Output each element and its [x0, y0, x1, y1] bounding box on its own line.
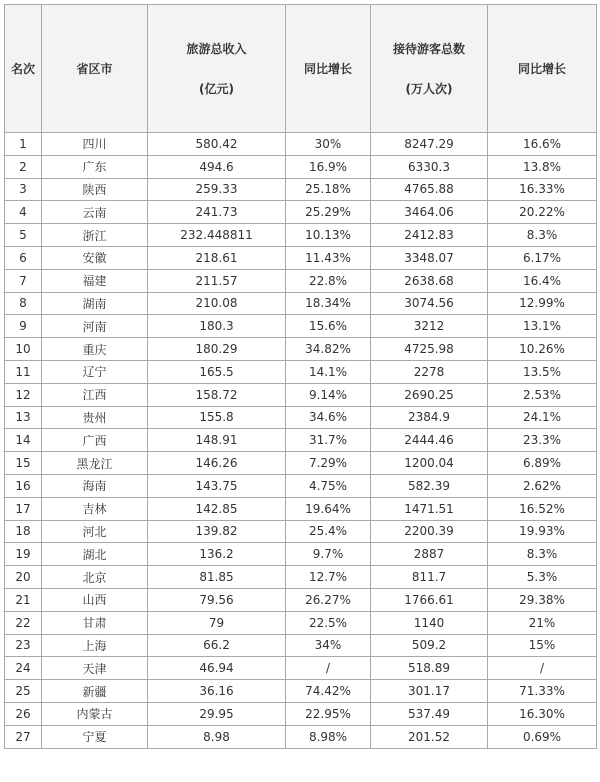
cell-visitors: 1200.04 — [371, 452, 488, 475]
cell-visitors-growth: 23.3% — [488, 429, 597, 452]
cell-visitors: 509.2 — [371, 634, 488, 657]
cell-visitors: 6330.3 — [371, 155, 488, 178]
cell-visitors-growth: 29.38% — [488, 588, 597, 611]
table-row — [5, 315, 597, 338]
cell-rank: 14 — [5, 429, 42, 452]
cell-income-growth: 30% — [286, 133, 371, 156]
cell-rank: 18 — [5, 520, 42, 543]
cell-income-growth: 10.13% — [286, 224, 371, 247]
cell-income: 494.6 — [148, 155, 286, 178]
table-row — [5, 429, 597, 452]
cell-income: 79 — [148, 611, 286, 634]
cell-income: 218.61 — [148, 246, 286, 269]
table-row — [5, 588, 597, 611]
cell-province: 贵州 — [42, 406, 148, 429]
table-row — [5, 452, 597, 475]
cell-province: 海南 — [42, 474, 148, 497]
cell-rank: 16 — [5, 474, 42, 497]
cell-visitors-growth: 6.89% — [488, 452, 597, 475]
cell-rank: 9 — [5, 315, 42, 338]
header-visitors-unit: (万人次) — [405, 81, 453, 96]
cell-income: 46.94 — [148, 657, 286, 680]
cell-income: 155.8 — [148, 406, 286, 429]
header-visitors — [371, 5, 488, 133]
cell-rank: 19 — [5, 543, 42, 566]
cell-visitors: 301.17 — [371, 680, 488, 703]
cell-province: 上海 — [42, 634, 148, 657]
table-container — [4, 4, 597, 749]
header-income-title: 旅游总收入 — [186, 41, 247, 56]
cell-rank: 20 — [5, 566, 42, 589]
table-body — [5, 133, 597, 749]
cell-province: 吉林 — [42, 497, 148, 520]
cell-visitors: 2200.39 — [371, 520, 488, 543]
cell-visitors: 3464.06 — [371, 201, 488, 224]
cell-visitors: 1766.61 — [371, 588, 488, 611]
cell-visitors: 582.39 — [371, 474, 488, 497]
cell-rank: 2 — [5, 155, 42, 178]
table-row — [5, 725, 597, 748]
cell-visitors-growth: 2.62% — [488, 474, 597, 497]
cell-income-growth: 18.34% — [286, 292, 371, 315]
cell-rank: 15 — [5, 452, 42, 475]
cell-income-growth: 4.75% — [286, 474, 371, 497]
cell-province: 陕西 — [42, 178, 148, 201]
cell-visitors-growth: 16.6% — [488, 133, 597, 156]
table-row — [5, 292, 597, 315]
cell-income-growth: 22.95% — [286, 702, 371, 725]
cell-province: 湖南 — [42, 292, 148, 315]
cell-income: 146.26 — [148, 452, 286, 475]
cell-rank: 27 — [5, 725, 42, 748]
table-row — [5, 611, 597, 634]
cell-visitors-growth: 71.33% — [488, 680, 597, 703]
table-row — [5, 474, 597, 497]
cell-visitors-growth: 16.4% — [488, 269, 597, 292]
cell-visitors-growth: 15% — [488, 634, 597, 657]
cell-income-growth: 9.7% — [286, 543, 371, 566]
cell-income-growth: 15.6% — [286, 315, 371, 338]
header-income — [148, 5, 286, 133]
table-row — [5, 406, 597, 429]
cell-income: 232.448811 — [148, 224, 286, 247]
cell-income-growth: 74.42% — [286, 680, 371, 703]
cell-income-growth: 26.27% — [286, 588, 371, 611]
cell-income: 79.56 — [148, 588, 286, 611]
cell-visitors: 2444.46 — [371, 429, 488, 452]
table-row — [5, 680, 597, 703]
cell-income: 241.73 — [148, 201, 286, 224]
cell-income: 165.5 — [148, 360, 286, 383]
table-row — [5, 155, 597, 178]
cell-income: 36.16 — [148, 680, 286, 703]
cell-province: 内蒙古 — [42, 702, 148, 725]
table-row — [5, 246, 597, 269]
cell-province: 福建 — [42, 269, 148, 292]
table-row — [5, 201, 597, 224]
header-province: 省区市 — [42, 5, 148, 133]
cell-province: 浙江 — [42, 224, 148, 247]
cell-visitors: 518.89 — [371, 657, 488, 680]
cell-income-growth: 25.18% — [286, 178, 371, 201]
cell-income: 210.08 — [148, 292, 286, 315]
cell-rank: 26 — [5, 702, 42, 725]
cell-visitors: 2278 — [371, 360, 488, 383]
cell-income-growth: 34.6% — [286, 406, 371, 429]
cell-province: 新疆 — [42, 680, 148, 703]
cell-province: 江西 — [42, 383, 148, 406]
cell-income-growth: 19.64% — [286, 497, 371, 520]
cell-rank: 1 — [5, 133, 42, 156]
cell-income: 142.85 — [148, 497, 286, 520]
header-rank: 名次 — [5, 5, 42, 133]
table-row — [5, 657, 597, 680]
cell-income-growth: 25.29% — [286, 201, 371, 224]
cell-visitors-growth: 12.99% — [488, 292, 597, 315]
cell-visitors-growth: 8.3% — [488, 543, 597, 566]
cell-visitors: 8247.29 — [371, 133, 488, 156]
cell-income-growth: 34% — [286, 634, 371, 657]
cell-visitors: 3212 — [371, 315, 488, 338]
cell-province: 河北 — [42, 520, 148, 543]
cell-visitors-growth: 16.33% — [488, 178, 597, 201]
cell-rank: 8 — [5, 292, 42, 315]
table-row — [5, 338, 597, 361]
cell-visitors: 1471.51 — [371, 497, 488, 520]
cell-income-growth: 12.7% — [286, 566, 371, 589]
cell-province: 天津 — [42, 657, 148, 680]
cell-province: 安徽 — [42, 246, 148, 269]
table-row — [5, 702, 597, 725]
cell-income: 148.91 — [148, 429, 286, 452]
cell-visitors: 811.7 — [371, 566, 488, 589]
cell-income: 580.42 — [148, 133, 286, 156]
cell-income: 66.2 — [148, 634, 286, 657]
table-row — [5, 360, 597, 383]
cell-visitors-growth: 21% — [488, 611, 597, 634]
cell-visitors-growth: 24.1% — [488, 406, 597, 429]
cell-income: 158.72 — [148, 383, 286, 406]
cell-rank: 25 — [5, 680, 42, 703]
table-row — [5, 497, 597, 520]
cell-visitors: 4725.98 — [371, 338, 488, 361]
table-row — [5, 543, 597, 566]
cell-income-growth: 34.82% — [286, 338, 371, 361]
cell-province: 山西 — [42, 588, 148, 611]
cell-income: 139.82 — [148, 520, 286, 543]
cell-income-growth: 25.4% — [286, 520, 371, 543]
cell-province: 湖北 — [42, 543, 148, 566]
cell-visitors-growth: 8.3% — [488, 224, 597, 247]
cell-income-growth: 31.7% — [286, 429, 371, 452]
cell-income-growth: 16.9% — [286, 155, 371, 178]
table-row — [5, 224, 597, 247]
cell-visitors-growth: 6.17% — [488, 246, 597, 269]
cell-province: 甘肃 — [42, 611, 148, 634]
cell-income-growth: 8.98% — [286, 725, 371, 748]
cell-income: 29.95 — [148, 702, 286, 725]
cell-visitors-growth: 10.26% — [488, 338, 597, 361]
cell-province: 北京 — [42, 566, 148, 589]
table-row — [5, 178, 597, 201]
cell-visitors: 1140 — [371, 611, 488, 634]
cell-income-growth: 22.8% — [286, 269, 371, 292]
cell-province: 宁夏 — [42, 725, 148, 748]
cell-income: 81.85 — [148, 566, 286, 589]
cell-visitors-growth: 13.8% — [488, 155, 597, 178]
cell-visitors: 2638.68 — [371, 269, 488, 292]
cell-visitors: 3348.07 — [371, 246, 488, 269]
cell-province: 重庆 — [42, 338, 148, 361]
cell-province: 河南 — [42, 315, 148, 338]
cell-income: 136.2 — [148, 543, 286, 566]
cell-income-growth: / — [286, 657, 371, 680]
cell-rank: 4 — [5, 201, 42, 224]
header-income-growth: 同比增长 — [286, 5, 371, 133]
cell-rank: 6 — [5, 246, 42, 269]
tourism-ranking-table — [4, 4, 597, 749]
header-visitors-title: 接待游客总数 — [392, 41, 465, 56]
cell-rank: 17 — [5, 497, 42, 520]
cell-income: 180.3 — [148, 315, 286, 338]
cell-visitors-growth: / — [488, 657, 597, 680]
cell-visitors-growth: 5.3% — [488, 566, 597, 589]
cell-visitors-growth: 19.93% — [488, 520, 597, 543]
cell-visitors-growth: 13.1% — [488, 315, 597, 338]
cell-visitors: 2384.9 — [371, 406, 488, 429]
cell-income: 180.29 — [148, 338, 286, 361]
cell-rank: 21 — [5, 588, 42, 611]
cell-rank: 5 — [5, 224, 42, 247]
cell-rank: 10 — [5, 338, 42, 361]
header-visitors-growth: 同比增长 — [488, 5, 597, 133]
cell-province: 广东 — [42, 155, 148, 178]
cell-income-growth: 7.29% — [286, 452, 371, 475]
cell-rank: 24 — [5, 657, 42, 680]
cell-province: 黑龙江 — [42, 452, 148, 475]
cell-income-growth: 14.1% — [286, 360, 371, 383]
cell-rank: 3 — [5, 178, 42, 201]
cell-visitors: 3074.56 — [371, 292, 488, 315]
table-row — [5, 566, 597, 589]
cell-province: 辽宁 — [42, 360, 148, 383]
cell-rank: 12 — [5, 383, 42, 406]
cell-visitors-growth: 2.53% — [488, 383, 597, 406]
cell-visitors-growth: 0.69% — [488, 725, 597, 748]
header-income-unit: (亿元) — [199, 81, 234, 96]
cell-income-growth: 9.14% — [286, 383, 371, 406]
cell-visitors-growth: 13.5% — [488, 360, 597, 383]
cell-visitors-growth: 20.22% — [488, 201, 597, 224]
cell-visitors: 2690.25 — [371, 383, 488, 406]
table-row — [5, 383, 597, 406]
table-row — [5, 133, 597, 156]
cell-province: 云南 — [42, 201, 148, 224]
cell-rank: 23 — [5, 634, 42, 657]
cell-rank: 11 — [5, 360, 42, 383]
cell-rank: 7 — [5, 269, 42, 292]
cell-income: 143.75 — [148, 474, 286, 497]
table-row — [5, 520, 597, 543]
cell-visitors-growth: 16.30% — [488, 702, 597, 725]
cell-income-growth: 11.43% — [286, 246, 371, 269]
cell-visitors-growth: 16.52% — [488, 497, 597, 520]
cell-province: 广西 — [42, 429, 148, 452]
table-row — [5, 269, 597, 292]
cell-visitors: 537.49 — [371, 702, 488, 725]
cell-income-growth: 22.5% — [286, 611, 371, 634]
header-row — [5, 5, 597, 133]
cell-rank: 13 — [5, 406, 42, 429]
cell-rank: 22 — [5, 611, 42, 634]
cell-visitors: 201.52 — [371, 725, 488, 748]
cell-visitors: 2412.83 — [371, 224, 488, 247]
cell-visitors: 4765.88 — [371, 178, 488, 201]
cell-province: 四川 — [42, 133, 148, 156]
cell-income: 211.57 — [148, 269, 286, 292]
table-row — [5, 634, 597, 657]
cell-income: 259.33 — [148, 178, 286, 201]
cell-income: 8.98 — [148, 725, 286, 748]
cell-visitors: 2887 — [371, 543, 488, 566]
